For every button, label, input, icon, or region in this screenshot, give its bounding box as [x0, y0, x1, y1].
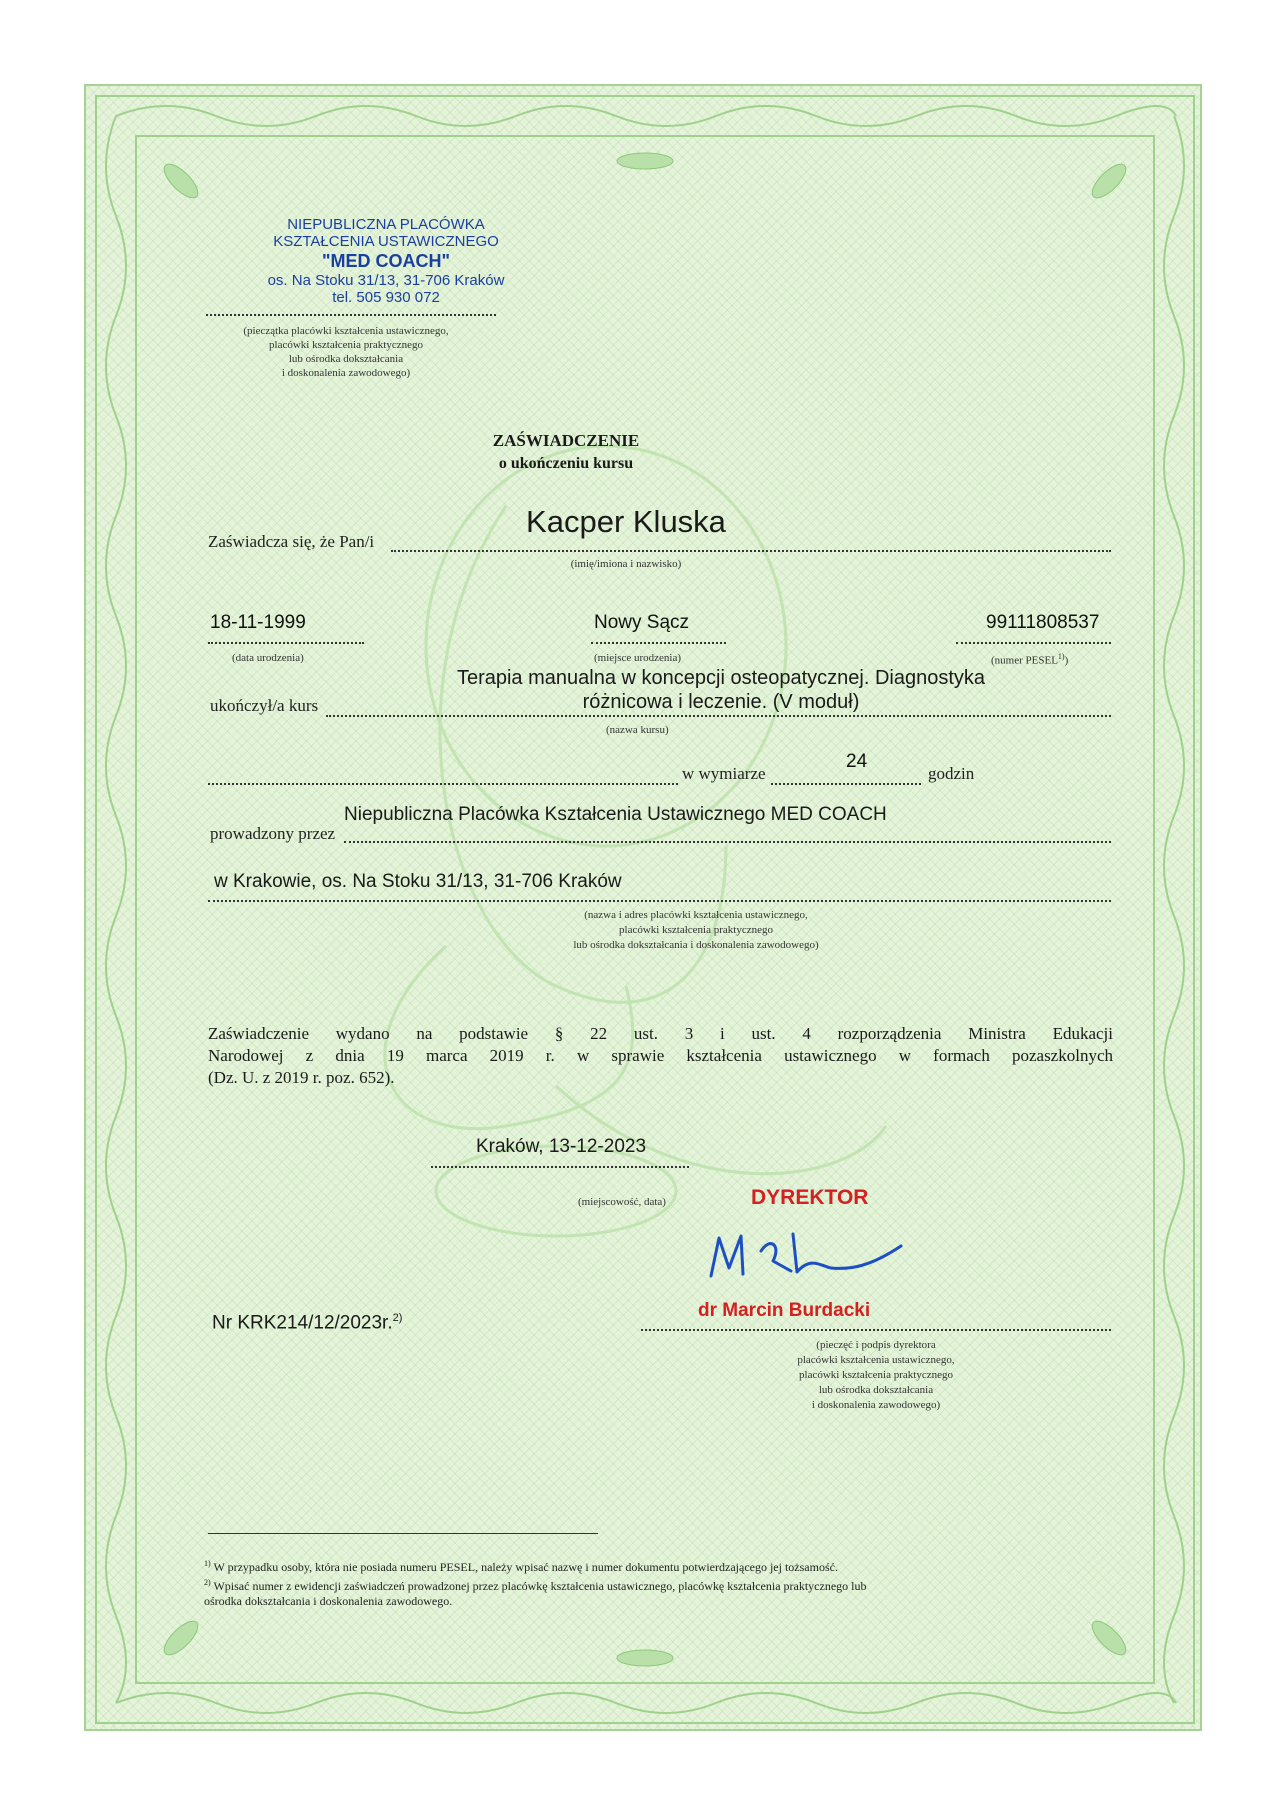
signature-caption	[726, 1338, 1026, 1413]
certificate-number-text: Nr KRK214/12/2023r.	[212, 1312, 393, 1334]
provider-dotted-line-2	[208, 900, 1111, 902]
signature-caption-line: placówki kształcenia ustawicznego,	[797, 1354, 955, 1366]
course-name-line-1: Terapia manualna w koncepcji osteopatycznej. Diagnostyka	[456, 667, 986, 689]
stamp-caption-line: lub ośrodka dokształcania	[288, 353, 404, 365]
director-title: DYREKTOR	[751, 1186, 869, 1209]
signature-caption-line: (pieczęć i podpis dyrektora	[816, 1339, 936, 1351]
provider-caption-line: (nazwa i adres placówki kształcenia ustawicznego,	[584, 909, 808, 921]
pesel-caption-text: (numer PESEL	[991, 654, 1058, 667]
certificate-number	[212, 1312, 402, 1334]
signature-caption-line: placówki kształcenia praktycznego	[799, 1369, 953, 1381]
provider-line-1: Niepubliczna Placówka Kształcenia Ustawicznego MED COACH	[344, 804, 887, 825]
footnote-text: Wpisać numer z ewidencji zaświadczeń prowadzonej przez placówkę kształcenia ustawicznego, placówkę kształcenia praktycznego lub	[213, 1579, 867, 1593]
footnote-mark: 1)	[204, 1559, 211, 1568]
birth-place-caption: (miejsce urodzenia)	[594, 652, 682, 664]
course-name	[331, 666, 1111, 714]
name-caption: (imię/imiona i nazwisko)	[570, 558, 682, 570]
birth-place: Nowy Sącz	[594, 612, 690, 633]
footnote-separator	[208, 1533, 598, 1534]
vine-bottom	[116, 1693, 1176, 1713]
director-name: dr Marcin Burdacki	[698, 1300, 871, 1321]
footnote-mark: 2)	[204, 1578, 211, 1587]
course-caption: (nazwa kursu)	[606, 724, 669, 736]
footnotes	[204, 1556, 1114, 1609]
stamp-caption-line: i doskonalenia zawodowego)	[281, 367, 411, 379]
pesel-line	[956, 642, 1111, 644]
provider-caption-line: placówki kształcenia praktycznego	[619, 924, 773, 936]
issue-dotted-line	[431, 1166, 689, 1168]
document-title	[416, 431, 716, 473]
hours-value: 24	[846, 751, 868, 772]
intro-label: Zaświadcza się, że Pan/i	[208, 532, 375, 551]
number-footnote-ref: 2)	[392, 1312, 403, 1324]
pesel-footnote-ref: 1)	[1057, 652, 1065, 661]
stamp-name: "MED COACH"	[321, 251, 451, 271]
issue-place-date: Kraków, 13-12-2023	[475, 1136, 647, 1157]
hours-line	[771, 783, 921, 785]
stamp-address: os. Na Stoku 31/13, 31-706 Kraków	[267, 272, 505, 289]
provider-caption-line: lub ośrodka dokształcania i doskonalenia zawodowego)	[573, 939, 819, 951]
certificate	[84, 84, 1202, 1731]
title-main: ZAŚWIADCZENIE	[492, 431, 640, 450]
legal-basis	[208, 1023, 1113, 1089]
scope-label: w wymiarze	[682, 764, 766, 783]
signature-caption-line: lub ośrodka dokształcania	[818, 1384, 934, 1396]
course-continuation-line	[208, 783, 678, 785]
person-name: Kacper Kluska	[526, 504, 726, 539]
stamp-dotted-line	[206, 314, 496, 316]
issue-caption: (miejscowość, data)	[578, 1196, 666, 1208]
stamp-caption-line: placówki kształcenia praktycznego	[269, 339, 423, 351]
vine-left	[106, 116, 126, 1703]
course-dotted-line	[326, 715, 1111, 717]
pesel-caption-close: )	[1064, 654, 1069, 667]
vine-right	[1164, 116, 1184, 1703]
title-sub: o ukończeniu kursu	[498, 455, 634, 472]
birth-date-caption: (data urodzenia)	[232, 652, 304, 664]
signature-caption-line: i doskonalenia zawodowego)	[811, 1399, 941, 1411]
birth-date-line	[208, 642, 364, 644]
provider-caption	[486, 908, 906, 953]
legal-line-1: Zaświadczenie wydano na podstawie § 22 ust. 3 i ust. 4 rozporządzenia Ministra Edukacji	[208, 1024, 1113, 1043]
footnote-text: W przypadku osoby, która nie posiada numeru PESEL, należy wpisać nazwę i numer dokumentu potwierdzającego jej tożsamość.	[213, 1560, 838, 1574]
stamp-phone: tel. 505 930 072	[332, 289, 440, 306]
signature-dotted-line	[641, 1329, 1111, 1331]
stamp-caption	[196, 324, 496, 380]
legal-line-3: (Dz. U. z 2019 r. poz. 652).	[208, 1068, 395, 1087]
stamp-line-2: KSZTAŁCENIA USTAWICZNEGO	[273, 233, 499, 250]
footnote-2	[204, 1575, 1114, 1594]
handwritten-signature	[701, 1226, 921, 1296]
hours-label: godzin	[928, 764, 975, 783]
legal-line-2: Narodowej z dnia 19 marca 2019 r. w sprawie kształcenia ustawicznego w formach pozaszkolnych	[208, 1046, 1113, 1065]
course-label: ukończył/a kurs	[210, 696, 319, 715]
birth-date: 18-11-1999	[210, 612, 306, 633]
birth-place-line	[591, 642, 726, 644]
name-dotted-line	[391, 550, 1111, 552]
stamp-line-1: NIEPUBLICZNA PLACÓWKA	[287, 216, 485, 233]
pesel-caption	[991, 652, 1068, 667]
course-name-line-2: różnicowa i leczenie. (V moduł)	[582, 691, 860, 713]
provider-dotted-line-1	[344, 841, 1111, 843]
pesel-number: 99111808537	[986, 612, 1100, 633]
footnote-2-continuation: ośrodka dokształcania i doskonalenia zawodowego.	[204, 1594, 453, 1608]
provider-label: prowadzony przez	[210, 824, 336, 843]
vine-top	[116, 106, 1176, 126]
provider-line-2: w Krakowie, os. Na Stoku 31/13, 31-706 Kraków	[214, 871, 622, 892]
stamp-caption-line: (pieczątka placówki kształcenia ustawicznego,	[243, 325, 449, 337]
footnote-1	[204, 1556, 1114, 1575]
institution-stamp	[236, 216, 536, 306]
